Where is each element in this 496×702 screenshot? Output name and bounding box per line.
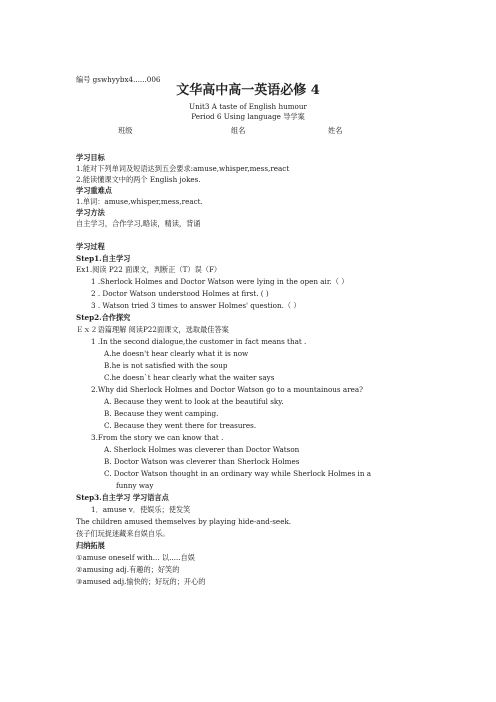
option: A. Because they went to look at the beautiful sky. bbox=[104, 397, 284, 406]
option: C. Doctor Watson thought in an ordinary way while Sherlock Holmes in a bbox=[104, 469, 372, 478]
name-label: 姓名 bbox=[328, 126, 343, 135]
step2-heading: Step2.合作探究 bbox=[76, 313, 131, 322]
objectives-heading: 学习目标 bbox=[76, 153, 105, 162]
period-title: Period 6 Using language 导学案 bbox=[191, 112, 305, 121]
group-label: 组名 bbox=[231, 126, 246, 135]
key-points-heading: 学习重难点 bbox=[76, 186, 112, 195]
option: A.he doesn't hear clearly what it is now bbox=[104, 349, 249, 358]
ex1-instruction: Ex1.阅读 P22 面课文，判断正（T）误（F） bbox=[76, 265, 222, 274]
objective-item: 2.能读懂课文中的两个 English jokes. bbox=[76, 175, 201, 184]
option: B. Doctor Watson was cleverer than Sherlock Holmes bbox=[104, 457, 300, 466]
expand-item: ①amuse oneself with... 以.....自娱 bbox=[76, 553, 195, 562]
expand-item: ③amused adj.愉快的；好玩的；开心的 bbox=[76, 577, 206, 586]
methods-text: 自主学习，合作学习,略读，精读，背诵 bbox=[76, 219, 201, 228]
option: B.he is not satisfied with the soup bbox=[104, 361, 228, 370]
option-continuation: funny way bbox=[116, 481, 154, 490]
class-label: 班级 bbox=[118, 126, 133, 135]
step1-heading: Step1.自主学习 bbox=[76, 254, 131, 263]
option: C. Because they went there for treasures. bbox=[104, 421, 257, 430]
option: B. Because they went camping. bbox=[104, 409, 219, 418]
option: A. Sherlock Holmes was cleverer than Doctor Watson bbox=[104, 445, 300, 454]
document-code: 编号 gswhyybx4......006 bbox=[76, 75, 161, 84]
document-title: 文华高中高一英语必修 4 bbox=[176, 83, 320, 98]
question-3: 3.From the story we can know that . bbox=[91, 433, 224, 442]
unit-title: Unit3 A taste of English humour bbox=[189, 102, 307, 111]
expand-item: ②amusing adj.有趣的；好笑的 bbox=[76, 565, 180, 574]
key-point-item: 1.单词：amuse,whisper,mess,react. bbox=[76, 197, 203, 206]
question-1: 1 .In the second dialogue,the customer in fact means that . bbox=[91, 337, 307, 346]
vocab-word: 1．amuse v．使娱乐；使发笑 bbox=[91, 505, 191, 514]
option: C.he doesn`t hear clearly what the waiter says bbox=[104, 373, 275, 382]
methods-heading: 学习方法 bbox=[76, 208, 105, 217]
objective-item: 1.能对下列单词及短语达到五会要求:amuse,whisper,mess,react bbox=[76, 164, 290, 173]
process-heading: 学习过程 bbox=[76, 242, 105, 251]
example-chinese: 孩子们玩捉迷藏来自娱自乐。 bbox=[76, 529, 170, 538]
example-english: The children amused themselves by playing hide-and-seek. bbox=[76, 517, 292, 526]
tf-item: 3 . Watson tried 3 times to answer Holmes' question.（ ） bbox=[91, 301, 301, 310]
tf-item: 2 . Doctor Watson understood Holmes at first. ( ) bbox=[91, 289, 269, 298]
ex2-instruction: Ｅｘ２语篇理解 阅读P22面课文，选取最佳答案 bbox=[76, 325, 229, 334]
step3-heading: Step3.自主学习 学习语言点 bbox=[76, 493, 169, 502]
tf-item: 1 .Sherlock Holmes and Doctor Watson were lying in the open air.（ ） bbox=[91, 277, 349, 286]
expand-heading: 归纳拓展 bbox=[76, 541, 105, 550]
question-2: 2.Why did Sherlock Holmes and Doctor Watson go to a mountainous area? bbox=[91, 385, 364, 394]
